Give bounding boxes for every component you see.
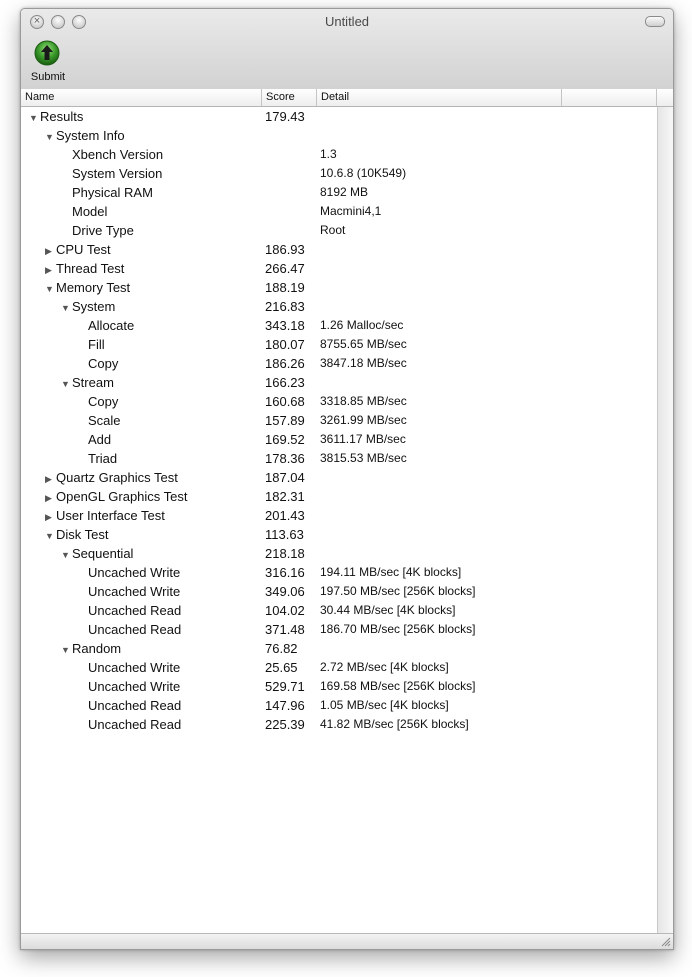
- row-detail: 10.6.8 (10K549): [320, 166, 407, 180]
- row-name: [45, 126, 125, 147]
- window-title: Untitled: [324, 14, 370, 29]
- row-name: [77, 658, 180, 677]
- row-label: Uncached Read: [88, 603, 182, 618]
- row-score: 76.82: [265, 641, 298, 656]
- table-row[interactable]: [21, 316, 657, 335]
- disclosure-collapsed-icon[interactable]: ▶: [45, 474, 52, 484]
- row-score: 25.65: [265, 660, 298, 675]
- disclosure-expanded-icon[interactable]: ▼: [61, 645, 70, 655]
- table-row[interactable]: [21, 392, 657, 411]
- row-label: Quartz Graphics Test: [56, 470, 178, 485]
- disclosure-expanded-icon[interactable]: ▼: [45, 284, 54, 294]
- table-row[interactable]: [21, 563, 657, 582]
- row-detail: Root: [320, 223, 346, 237]
- disclosure-expanded-icon[interactable]: ▼: [45, 132, 54, 142]
- row-label: Uncached Read: [88, 717, 182, 732]
- table-row[interactable]: [21, 259, 657, 278]
- row-name: [61, 297, 115, 318]
- row-score: 266.47: [265, 261, 305, 276]
- disclosure-expanded-icon[interactable]: ▼: [61, 379, 70, 389]
- row-detail: 8755.65 MB/sec: [320, 337, 407, 351]
- row-score: 179.43: [265, 109, 305, 124]
- row-name: [45, 468, 178, 489]
- row-score: 343.18: [265, 318, 305, 333]
- table-row[interactable]: [21, 468, 657, 487]
- row-name: [77, 411, 121, 430]
- row-name: [77, 696, 181, 715]
- row-name: [61, 164, 162, 183]
- row-detail: 1.3: [320, 147, 337, 161]
- row-detail: 3847.18 MB/sec: [320, 356, 407, 370]
- row-score: 157.89: [265, 413, 305, 428]
- row-detail: 8192 MB: [320, 185, 369, 199]
- resize-grip-icon[interactable]: [660, 936, 671, 947]
- table-row[interactable]: [21, 221, 657, 240]
- row-score: 186.26: [265, 356, 305, 371]
- row-name: [61, 221, 134, 240]
- row-label: Uncached Read: [88, 698, 182, 713]
- table-row[interactable]: [21, 126, 657, 145]
- submit-button[interactable]: [27, 39, 69, 87]
- row-name: [45, 506, 165, 527]
- row-detail: 3261.99 MB/sec: [320, 413, 407, 427]
- row-label: Copy: [88, 394, 119, 409]
- row-label: Fill: [88, 337, 105, 352]
- row-detail: 2.72 MB/sec [4K blocks]: [320, 660, 449, 674]
- row-name: [77, 316, 134, 335]
- column-header-score[interactable]: Score: [262, 89, 317, 106]
- submit-up-arrow-icon: [34, 40, 60, 66]
- row-label: Uncached Write: [88, 565, 181, 580]
- row-score: 201.43: [265, 508, 305, 523]
- disclosure-expanded-icon[interactable]: ▼: [61, 303, 70, 313]
- row-detail: 169.58 MB/sec [256K blocks]: [320, 679, 476, 693]
- row-name: [77, 582, 180, 601]
- table-row[interactable]: [21, 449, 657, 468]
- row-label: System Info: [56, 128, 125, 143]
- row-label: OpenGL Graphics Test: [56, 489, 188, 504]
- row-detail: 41.82 MB/sec [256K blocks]: [320, 717, 469, 731]
- row-label: Triad: [88, 451, 118, 466]
- row-name: [61, 639, 121, 660]
- toolbar-toggle-button[interactable]: [645, 16, 665, 27]
- row-score: 186.93: [265, 242, 305, 257]
- table-row[interactable]: [21, 677, 657, 696]
- row-label: Copy: [88, 356, 119, 371]
- row-name: [61, 373, 114, 394]
- row-label: Memory Test: [56, 280, 131, 295]
- row-score: 188.19: [265, 280, 305, 295]
- row-label: System: [72, 299, 116, 314]
- row-score: 160.68: [265, 394, 305, 409]
- table-row[interactable]: [21, 373, 657, 392]
- row-score: 225.39: [265, 717, 305, 732]
- row-score: 182.31: [265, 489, 305, 504]
- row-label: Sequential: [72, 546, 134, 561]
- row-name: [77, 430, 111, 449]
- table-row[interactable]: [21, 506, 657, 525]
- table-row[interactable]: [21, 278, 657, 297]
- row-name: [45, 278, 130, 299]
- row-label: Uncached Write: [88, 679, 181, 694]
- disclosure-expanded-icon[interactable]: ▼: [61, 550, 70, 560]
- column-header-detail[interactable]: Detail: [317, 89, 562, 106]
- row-label: Thread Test: [56, 261, 125, 276]
- row-detail: 194.11 MB/sec [4K blocks]: [320, 565, 462, 579]
- table-row[interactable]: [21, 335, 657, 354]
- row-score: 316.16: [265, 565, 305, 580]
- row-score: 371.48: [265, 622, 305, 637]
- row-label: Uncached Read: [88, 622, 182, 637]
- row-score: 104.02: [265, 603, 305, 618]
- disclosure-collapsed-icon[interactable]: ▶: [45, 246, 52, 256]
- row-score: 147.96: [265, 698, 305, 713]
- table-row[interactable]: [21, 145, 657, 164]
- row-name: [77, 677, 180, 696]
- row-name: [45, 487, 188, 508]
- row-score: 529.71: [265, 679, 305, 694]
- row-name: [45, 525, 109, 546]
- table-row[interactable]: [21, 696, 657, 715]
- table-row[interactable]: [21, 525, 657, 544]
- row-name: [77, 715, 181, 734]
- row-label: Uncached Write: [88, 660, 181, 675]
- table-row[interactable]: [21, 487, 657, 506]
- row-label: Allocate: [88, 318, 135, 333]
- row-label: CPU Test: [56, 242, 111, 257]
- row-score: 349.06: [265, 584, 305, 599]
- table-row[interactable]: [21, 354, 657, 373]
- column-header-name[interactable]: Name: [21, 89, 262, 106]
- table-row[interactable]: [21, 240, 657, 259]
- row-detail: 30.44 MB/sec [4K blocks]: [320, 603, 456, 617]
- row-label: Random: [72, 641, 122, 656]
- row-name: [61, 202, 107, 221]
- disclosure-collapsed-icon[interactable]: ▶: [45, 265, 52, 275]
- disclosure-collapsed-icon[interactable]: ▶: [45, 493, 52, 503]
- row-label: Scale: [88, 413, 121, 428]
- row-name: [77, 335, 105, 354]
- title-bar: [21, 9, 673, 90]
- row-label: Uncached Write: [88, 584, 181, 599]
- row-score: 178.36: [265, 451, 305, 466]
- table-row[interactable]: [21, 620, 657, 639]
- table-row[interactable]: [21, 107, 657, 126]
- row-label: User Interface Test: [56, 508, 165, 523]
- table-row[interactable]: [21, 430, 657, 449]
- row-label: Stream: [72, 375, 114, 390]
- disclosure-expanded-icon[interactable]: ▼: [45, 531, 54, 541]
- row-detail: 186.70 MB/sec [256K blocks]: [320, 622, 476, 636]
- table-row[interactable]: [21, 715, 657, 734]
- row-label: Xbench Version: [72, 147, 164, 162]
- row-name: [61, 544, 133, 565]
- row-name: [29, 107, 83, 128]
- row-name: [77, 601, 181, 620]
- row-name: [77, 449, 117, 468]
- submit-label: Submit: [30, 71, 66, 83]
- row-detail: 1.05 MB/sec [4K blocks]: [320, 698, 449, 712]
- row-score: 218.18: [265, 546, 305, 561]
- table-row[interactable]: [21, 544, 657, 563]
- row-detail: Macmini4,1: [320, 204, 382, 218]
- table-row[interactable]: [21, 411, 657, 430]
- row-label: Results: [40, 109, 84, 124]
- row-name: [77, 620, 181, 639]
- row-detail: 1.26 Malloc/sec: [320, 318, 404, 332]
- row-label: Add: [88, 432, 112, 447]
- row-score: 113.63: [265, 527, 304, 542]
- results-window: [20, 8, 674, 950]
- table-row[interactable]: [21, 202, 657, 221]
- table-row[interactable]: [21, 639, 657, 658]
- row-detail: 3815.53 MB/sec: [320, 451, 407, 465]
- row-name: [61, 183, 153, 202]
- row-label: Disk Test: [56, 527, 109, 542]
- disclosure-collapsed-icon[interactable]: ▶: [45, 512, 52, 522]
- row-score: 169.52: [265, 432, 305, 447]
- row-label: Physical RAM: [72, 185, 153, 200]
- results-outline: [21, 107, 657, 933]
- row-name: [61, 145, 163, 164]
- vertical-scrollbar[interactable]: [657, 107, 673, 933]
- table-row[interactable]: [21, 297, 657, 316]
- row-name: [77, 392, 118, 411]
- row-name: [45, 259, 124, 280]
- row-detail: 197.50 MB/sec [256K blocks]: [320, 584, 476, 598]
- row-label: Model: [72, 204, 108, 219]
- disclosure-expanded-icon[interactable]: ▼: [29, 113, 38, 123]
- column-header-empty[interactable]: [562, 89, 657, 106]
- row-score: 187.04: [265, 470, 305, 485]
- bottom-bar: [21, 933, 673, 949]
- table-row[interactable]: [21, 164, 657, 183]
- close-icon: ×: [33, 15, 41, 27]
- row-name: [45, 240, 111, 261]
- row-detail: 3611.17 MB/sec: [320, 432, 406, 446]
- row-label: Drive Type: [72, 223, 134, 238]
- row-score: 216.83: [265, 299, 305, 314]
- row-name: [77, 563, 180, 582]
- row-score: 180.07: [265, 337, 305, 352]
- table-row[interactable]: [21, 183, 657, 202]
- table-row[interactable]: [21, 658, 657, 677]
- row-score: 166.23: [265, 375, 305, 390]
- outline-header: [21, 89, 673, 107]
- row-name: [77, 354, 118, 373]
- row-label: System Version: [72, 166, 163, 181]
- table-row[interactable]: [21, 601, 657, 620]
- table-row[interactable]: [21, 582, 657, 601]
- row-detail: 3318.85 MB/sec: [320, 394, 407, 408]
